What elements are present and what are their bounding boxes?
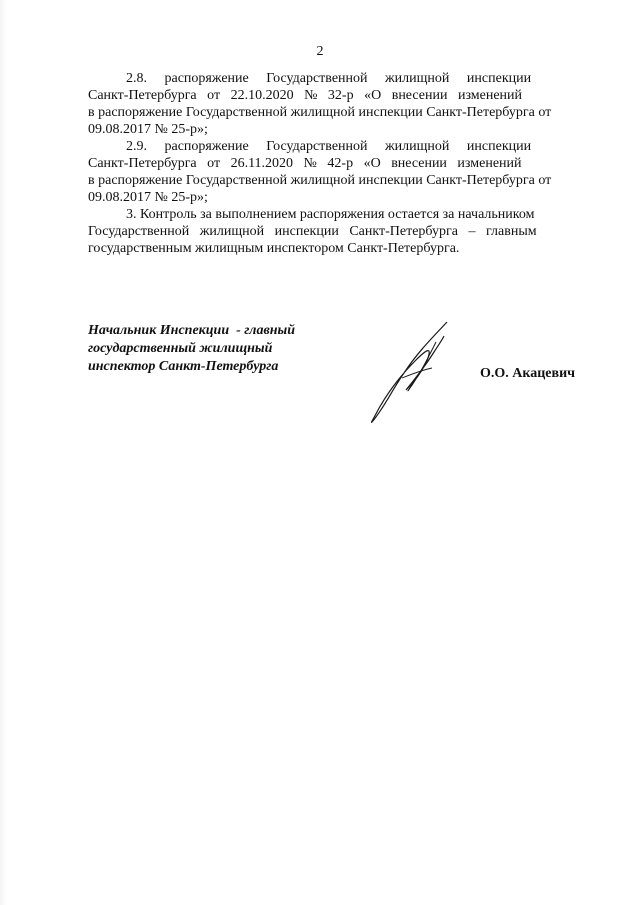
item-3-line-2: Государственной жилищной инспекции Санкт-Петербурга – главным (88, 224, 537, 239)
signatory-title-line-2: государственный жилищный (88, 341, 273, 356)
item-2-9-line-1: 2.9. распоряжение Государственной жилищной инспекции (126, 139, 532, 154)
document-body (88, 70, 594, 257)
scan-edge-shadow (0, 0, 6, 905)
item-2-8-line-2: Санкт-Петербурга от 22.10.2020 № 32-р «О внесении изменений (88, 88, 523, 103)
item-2-9-line-4: 09.08.2017 № 25-р»; (88, 190, 208, 205)
item-2-8-line-1: 2.8. распоряжение Государственной жилищной инспекции (126, 71, 532, 86)
item-2-9-line-3: в распоряжение Государственной жилищной инспекции Санкт-Петербурга от (88, 173, 552, 188)
signatory-name: О.О. Акацевич (480, 366, 576, 381)
item-2-8-line-3: в распоряжение Государственной жилищной инспекции Санкт-Петербурга от (88, 105, 552, 120)
signatory-title-line-3: инспектор Санкт-Петербурга (88, 359, 279, 374)
page-number: 2 (316, 44, 324, 59)
item-2-8-line-4: 09.08.2017 № 25-р»; (88, 122, 208, 137)
signatory-title (88, 322, 295, 376)
item-3-line-1: 3. Контроль за выполнением распоряжения остается за начальником (126, 207, 535, 222)
item-3-line-3: государственным жилищным инспектором Санкт-Петербурга. (88, 241, 460, 256)
signatory-title-line-1: Начальник Инспекции - главный (88, 323, 295, 338)
item-2-9-line-2: Санкт-Петербурга от 26.11.2020 № 42-р «О внесении изменений (88, 156, 522, 171)
handwritten-signature (362, 318, 462, 428)
